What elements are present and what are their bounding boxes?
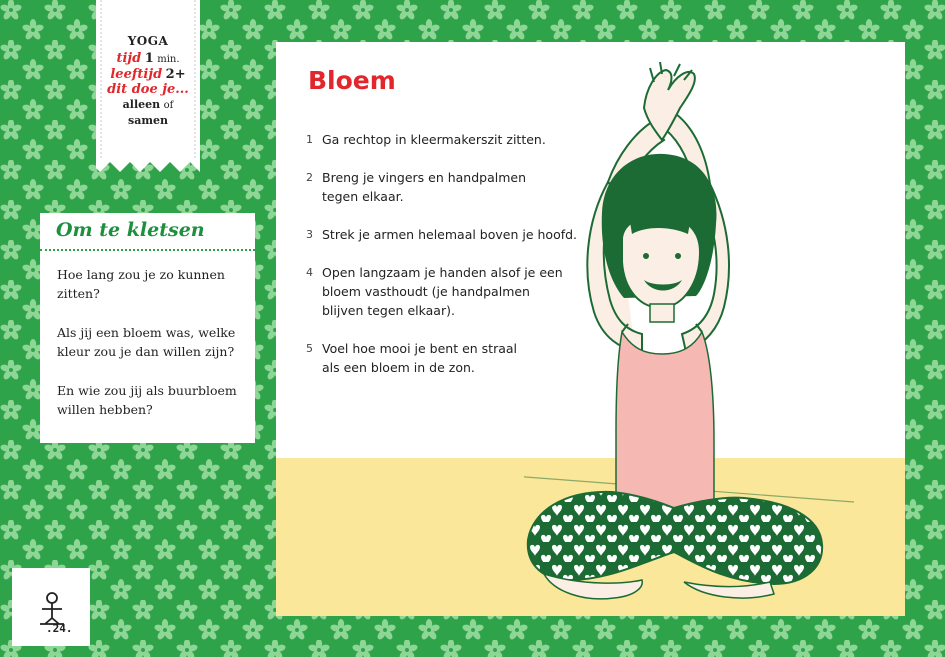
step-text: Voel hoe mooi je bent en straal als een bloem in de zon. — [322, 341, 518, 375]
step-number: 3 — [306, 228, 313, 241]
tag-title: YOGA — [127, 34, 169, 48]
step-text: Ga rechtop in kleermakerszit zitten. — [322, 132, 546, 147]
exercise-card — [276, 42, 905, 616]
child-yoga-illustration — [524, 62, 854, 612]
talk-divider — [40, 249, 255, 251]
do-together: samen — [128, 114, 168, 127]
card-title: Bloem — [308, 66, 396, 95]
time-value: 1 — [144, 51, 154, 66]
step-item — [306, 168, 537, 206]
step-text: Open langzaam je handen alsof je een bloem vasthoudt (je handpalmen blijven tegen elkaar). — [322, 265, 563, 318]
talk-question: Als jij een bloem was, welke kleur zou je dan willen zijn? — [57, 325, 236, 359]
step-number: 5 — [306, 342, 313, 355]
age-label: leeftijd — [110, 67, 163, 82]
step-text: Strek je armen helemaal boven je hoofd. — [322, 227, 578, 242]
do-or: of — [163, 100, 174, 111]
step-text: Breng je vingers en handpalmen tegen elkaar. — [322, 170, 527, 204]
step-number: 2 — [306, 171, 313, 184]
time-label: tijd — [116, 51, 142, 66]
yoga-info-tag — [96, 0, 200, 172]
talk-title: Om te kletsen — [56, 219, 205, 241]
badge-label: .24. — [46, 622, 73, 635]
talk-questions — [57, 265, 247, 439]
talk-header — [40, 213, 255, 251]
talk-panel — [40, 213, 255, 443]
talk-question: Hoe lang zou je zo kunnen zitten? — [57, 267, 225, 301]
talk-question: En wie zou jij als buurbloem willen hebben? — [57, 383, 237, 417]
step-number: 4 — [306, 266, 313, 279]
do-alone: alleen — [122, 98, 161, 111]
age-value: 2+ — [165, 67, 186, 82]
step-number: 1 — [306, 133, 313, 146]
page-badge — [12, 568, 90, 646]
time-unit: min. — [157, 54, 180, 65]
step-item — [306, 339, 537, 377]
do-label: dit doe je... — [107, 82, 189, 97]
